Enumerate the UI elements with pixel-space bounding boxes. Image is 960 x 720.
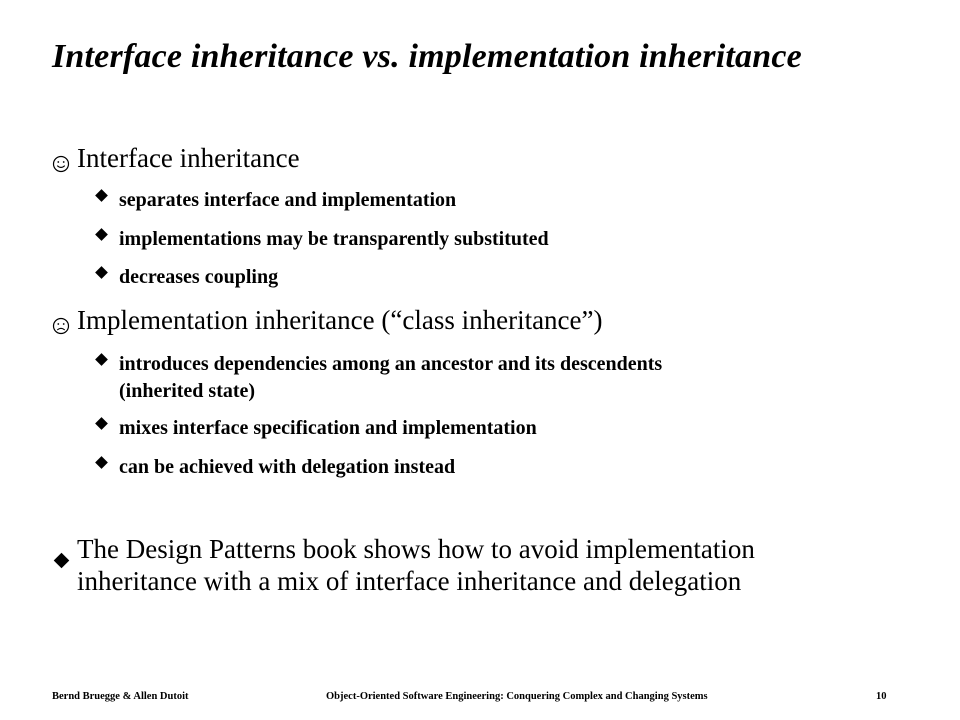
diamond-bullet-icon <box>50 542 72 573</box>
diamond-bullet-icon <box>97 352 106 368</box>
footer-book-title: Object-Oriented Software Engineering: Conquering Complex and Changing Systems <box>326 691 708 702</box>
bullet-label: Implementation inheritance (“class inheritance”) <box>77 305 603 335</box>
diamond-bullet-icon <box>97 416 106 432</box>
diamond-bullet-icon <box>97 265 106 281</box>
bullet-label-line1: The Design Patterns book shows how to avoid implementation <box>77 534 755 564</box>
footer-authors: Bernd Bruegge & Allen Dutoit <box>52 691 189 702</box>
smiley-face-icon <box>50 149 72 180</box>
diamond-bullet-icon <box>97 227 106 243</box>
slide-title: Interface inheritance vs. implementation inheritance <box>52 38 802 75</box>
bullet-label: Interface inheritance <box>77 143 300 173</box>
diamond-bullet-icon <box>97 455 106 471</box>
frowning-face-icon <box>50 311 72 342</box>
bullet-label-line2: inheritance with a mix of interface inheritance and delegation <box>77 566 742 596</box>
footer-page-number: 10 <box>876 691 887 702</box>
diamond-bullet-icon <box>97 188 106 204</box>
